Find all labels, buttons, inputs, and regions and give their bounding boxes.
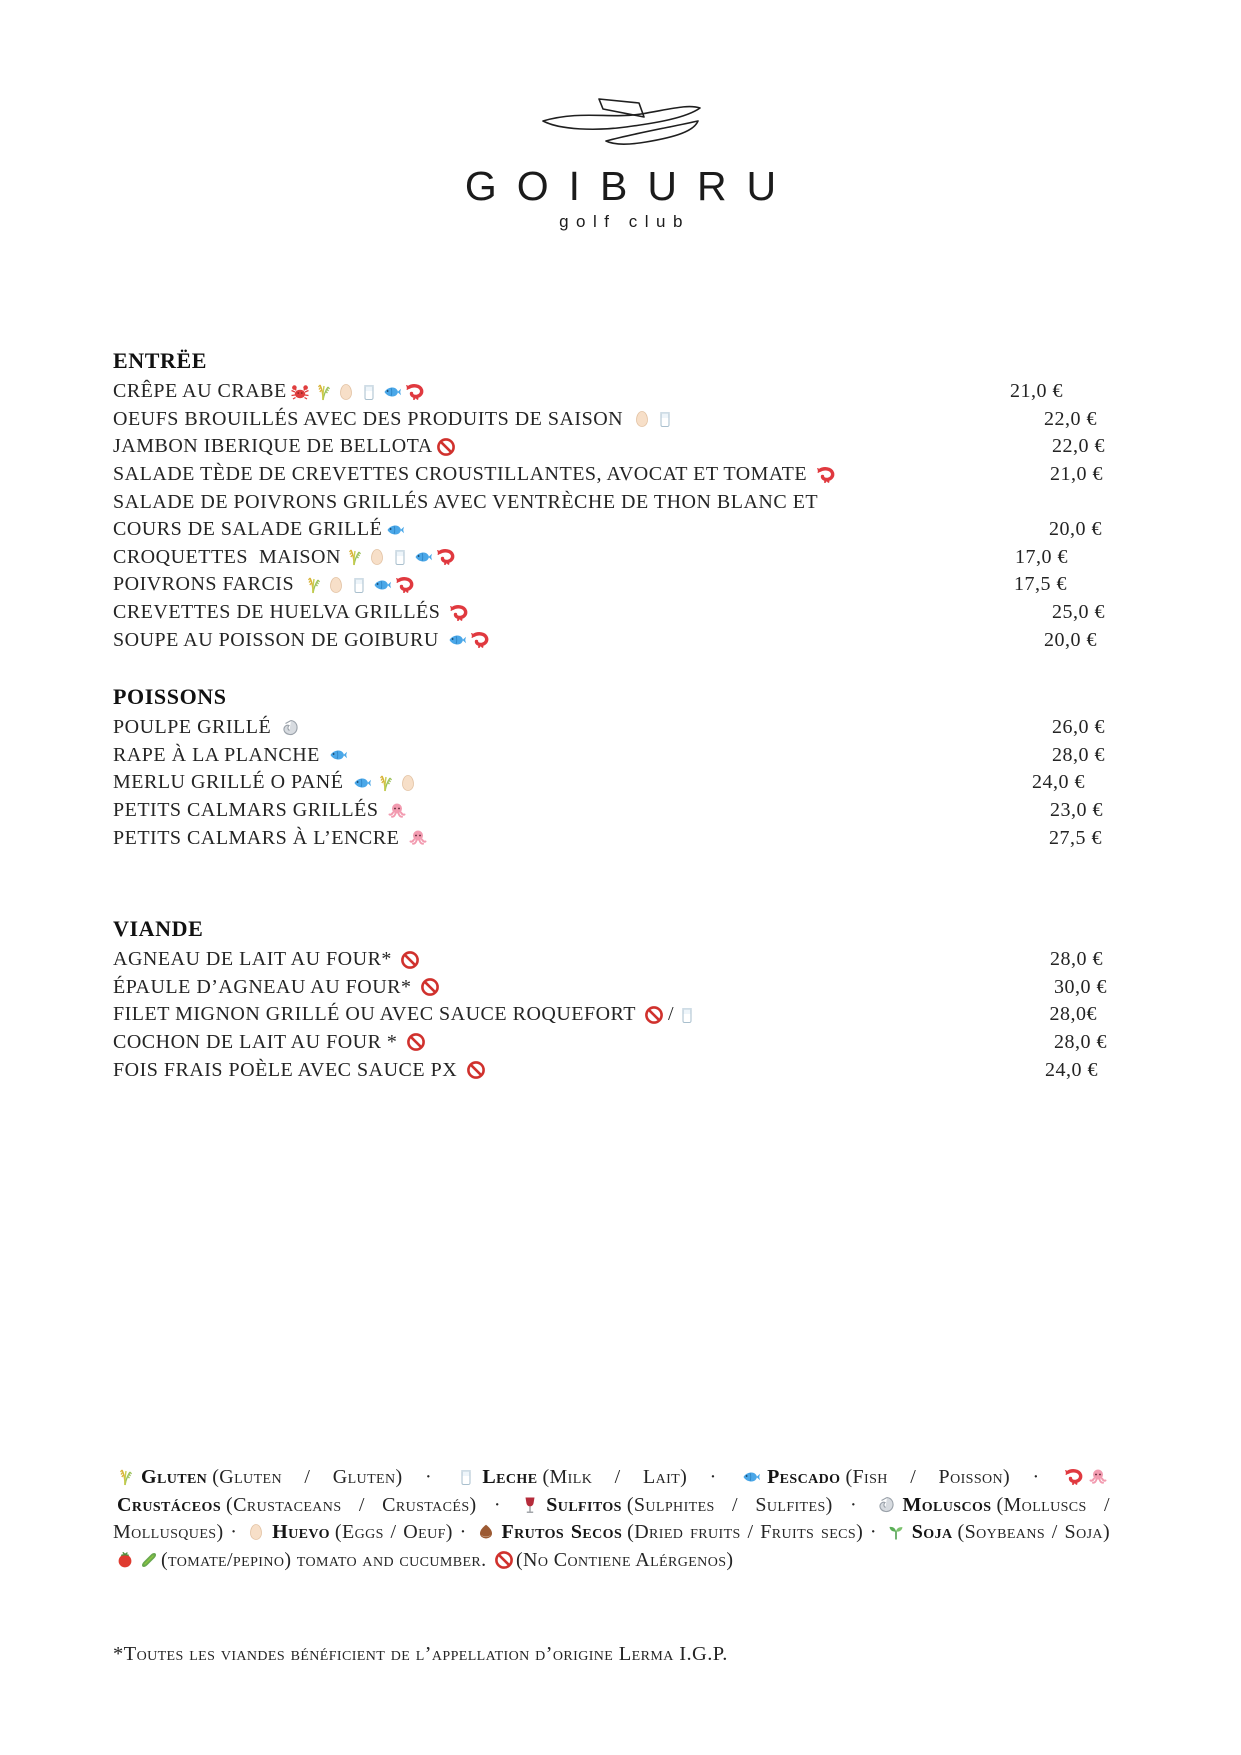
item-name-and-icons xyxy=(113,573,415,596)
menu-item-row xyxy=(113,433,1107,461)
wine-icon xyxy=(520,1495,540,1515)
shell-icon xyxy=(876,1495,896,1515)
shrimp-icon xyxy=(405,382,425,402)
item-price: 25,0 € xyxy=(1052,601,1105,624)
menu-item-row xyxy=(113,974,1107,1002)
item-name: JAMBON IBERIQUE DE BELLOTA xyxy=(113,435,433,458)
milk-icon xyxy=(456,1467,476,1487)
item-name-and-icons xyxy=(113,744,348,767)
gluten-icon xyxy=(303,575,323,595)
menu-item-row xyxy=(113,824,1107,852)
milk-icon xyxy=(655,409,675,429)
menu-section-0 xyxy=(113,344,1107,654)
legend-text: (Molluscs / Mollusques) · xyxy=(113,1493,1110,1544)
item-price: 24,0 € xyxy=(1045,1058,1098,1081)
milk-icon xyxy=(349,575,369,595)
gluten-icon xyxy=(313,382,333,402)
item-name: AGNEAU DE LAIT AU FOUR* xyxy=(113,948,398,971)
item-name-and-icons xyxy=(113,948,420,971)
item-price: 17,0 € xyxy=(1015,545,1068,568)
gluten-icon xyxy=(344,547,364,567)
section-title: VIANDE xyxy=(113,915,204,941)
logo xyxy=(0,96,1241,232)
logo-subtitle: golf club xyxy=(559,212,690,231)
shrimp-icon xyxy=(816,465,836,485)
octopus-icon xyxy=(408,828,428,848)
section-rows xyxy=(113,714,1107,852)
shrimp-icon xyxy=(395,575,415,595)
item-name: SALADE TÈDE DE CREVETTES CROUSTILLANTES, AVOCAT ET TOMATE xyxy=(113,463,813,486)
item-price: 30,0 € xyxy=(1054,975,1107,998)
menu-item-row xyxy=(113,769,1107,797)
logo-title: GOIBURU xyxy=(464,163,797,209)
chestnut-icon xyxy=(476,1522,496,1542)
section-rows xyxy=(113,378,1107,654)
seedling-icon xyxy=(886,1522,906,1542)
section-rows xyxy=(113,946,1107,1084)
menu-item-row xyxy=(113,544,1107,572)
shrimp-icon xyxy=(449,603,469,623)
fish-icon xyxy=(328,745,348,765)
menu-sections xyxy=(113,344,1107,1084)
item-name-and-icons xyxy=(113,1059,486,1082)
menu-item-row xyxy=(113,488,1107,516)
item-name: SOUPE AU POISSON DE GOIBURU xyxy=(113,628,445,651)
fish-icon xyxy=(372,575,392,595)
octopus-icon xyxy=(387,801,407,821)
legend-text: (No Contiene Alérgenos) xyxy=(515,1548,734,1571)
menu-item-row xyxy=(113,1029,1107,1057)
fish-icon xyxy=(413,547,433,567)
item-name: CRÊPE AU CRABE xyxy=(113,380,287,403)
menu-item-row xyxy=(113,946,1107,974)
section-title: ENTRËE xyxy=(113,348,208,373)
item-name-and-icons xyxy=(113,518,405,541)
legend-text: (tomate/pepino) tomato and cucumber. xyxy=(161,1548,492,1571)
menu-item-row xyxy=(113,1056,1107,1084)
item-name-and-icons xyxy=(113,716,300,739)
allergen-name: Gluten xyxy=(141,1466,208,1488)
allergen-name: Huevo xyxy=(272,1521,330,1544)
item-name: COCHON DE LAIT AU FOUR * xyxy=(113,1030,403,1053)
menu-item-row xyxy=(113,599,1107,627)
item-price: 22,0 € xyxy=(1052,435,1105,458)
menu-section-1 xyxy=(113,680,1107,852)
item-name-and-icons xyxy=(113,491,818,514)
menu-item-row xyxy=(113,516,1107,544)
gluten-icon xyxy=(375,773,395,793)
legend-text: (Crustaceans / Crustacés) · xyxy=(226,1493,519,1516)
menu-section-2 xyxy=(113,912,1107,1084)
item-name-and-icons xyxy=(113,1003,697,1026)
item-price: 17,5 € xyxy=(1014,573,1067,596)
item-price: 20,0 € xyxy=(1044,628,1097,651)
waves-logo-icon xyxy=(535,96,707,157)
allergen-legend xyxy=(113,1464,1110,1574)
section-title: POISSONS xyxy=(113,683,227,709)
item-name: ÉPAULE D’AGNEAU AU FOUR* xyxy=(113,975,417,998)
menu-item-row xyxy=(113,378,1107,406)
item-name-and-icons xyxy=(113,976,440,999)
milk-icon xyxy=(390,547,410,567)
item-name-and-icons xyxy=(113,380,425,403)
item-price: 28,0 € xyxy=(1050,948,1103,971)
item-name: FOIS FRAIS POÈLE AVEC SAUCE PX xyxy=(113,1058,463,1081)
fish-icon xyxy=(382,382,402,402)
egg-icon xyxy=(632,409,652,429)
menu-item-row xyxy=(113,714,1107,742)
item-name: CREVETTES DE HUELVA GRILLÉS xyxy=(113,601,446,624)
legend-text: (Sulphites / Sulfites) · xyxy=(626,1493,875,1516)
menu-item-row xyxy=(113,797,1107,825)
allergen-name: Leche xyxy=(482,1466,538,1488)
egg-icon xyxy=(246,1522,266,1542)
fish-icon xyxy=(352,773,372,793)
item-name-and-icons xyxy=(113,601,469,624)
egg-icon xyxy=(398,773,418,793)
prohibited-icon xyxy=(494,1550,514,1570)
item-name: CROQUETTES MAISON xyxy=(113,545,341,568)
gluten-icon xyxy=(115,1467,135,1487)
item-name: MERLU GRILLÉ O PANÉ xyxy=(113,771,349,794)
item-price: 21,0 € xyxy=(1010,380,1063,403)
item-name: RAPE À LA PLANCHE xyxy=(113,743,326,766)
prohibited-icon xyxy=(420,977,440,997)
item-name-and-icons xyxy=(113,463,836,486)
allergen-name: Crustáceos xyxy=(117,1493,222,1516)
allergen-name: Frutos Secos xyxy=(501,1521,623,1544)
prohibited-icon xyxy=(406,1032,426,1052)
item-name-and-icons xyxy=(113,408,675,431)
footnote: *Toutes les viandes bénéficient de l’appellation d’origine Lerma I.G.P. xyxy=(113,1642,728,1665)
allergen-name: Pescado xyxy=(767,1466,841,1488)
menu-item-row xyxy=(113,1001,1107,1029)
item-name: PETITS CALMARS À L’ENCRE xyxy=(113,826,405,849)
cucumber-icon xyxy=(139,1550,159,1570)
milk-icon xyxy=(677,1005,697,1025)
prohibited-icon xyxy=(466,1060,486,1080)
item-price: 27,5 € xyxy=(1049,826,1102,849)
prohibited-icon xyxy=(644,1005,664,1025)
crab-icon xyxy=(290,382,310,402)
allergen-name: Soja xyxy=(911,1521,953,1544)
item-name: POIVRONS FARCIS xyxy=(113,573,300,596)
egg-icon xyxy=(336,382,356,402)
item-price: 26,0 € xyxy=(1052,716,1105,739)
octopus-icon xyxy=(1088,1467,1108,1487)
shrimp-icon xyxy=(1064,1467,1084,1487)
item-name: FILET MIGNON GRILLÉ OU AVEC SAUCE ROQUEFORT xyxy=(113,1003,642,1026)
menu-item-row xyxy=(113,406,1107,434)
menu-item-row xyxy=(113,626,1107,654)
tomato-icon xyxy=(115,1550,135,1570)
legend-text: (Dried fruits / Fruits secs) · xyxy=(627,1521,884,1544)
item-name: OEUFS BROUILLÉS AVEC DES PRODUITS DE SAISON xyxy=(113,407,629,430)
item-name-and-icons xyxy=(113,827,428,850)
menu-item-row xyxy=(113,461,1107,489)
legend-text: (Soybeans / Soja) xyxy=(957,1521,1110,1544)
shrimp-icon xyxy=(436,547,456,567)
egg-icon xyxy=(367,547,387,567)
shrimp-icon xyxy=(470,630,490,650)
slash-separator: / xyxy=(668,1003,675,1026)
item-name: PETITS CALMARS GRILLÉS xyxy=(113,799,384,822)
prohibited-icon xyxy=(436,437,456,457)
item-name-and-icons xyxy=(113,435,456,458)
allergen-name: Sulfitos xyxy=(546,1493,622,1516)
legend-text: (Gluten / Gluten) · xyxy=(212,1466,455,1488)
allergen-name: Moluscos xyxy=(902,1493,992,1516)
fish-icon xyxy=(447,630,467,650)
item-name-and-icons xyxy=(113,1031,426,1054)
item-name: SALADE DE POIVRONS GRILLÉS AVEC VENTRÈCHE DE THON BLANC ET xyxy=(113,490,819,513)
legend-text: (Fish / Poisson) · xyxy=(845,1466,1062,1488)
milk-icon xyxy=(359,382,379,402)
item-name-and-icons xyxy=(113,629,490,652)
item-name-and-icons xyxy=(113,771,418,794)
item-price: 28,0 € xyxy=(1054,1030,1107,1053)
item-price: 28,0 € xyxy=(1052,743,1105,766)
fish-icon xyxy=(385,520,405,540)
item-price: 21,0 € xyxy=(1050,463,1103,486)
menu-item-row xyxy=(113,571,1107,599)
item-name-and-icons xyxy=(113,546,456,569)
item-name: POULPE GRILLÉ xyxy=(113,716,277,739)
item-price: 24,0 € xyxy=(1032,771,1085,794)
legend-text: (Milk / Lait) · xyxy=(542,1466,740,1488)
item-name-and-icons xyxy=(113,799,407,822)
item-price: 23,0 € xyxy=(1050,799,1103,822)
legend-text: (Eggs / Oeuf) · xyxy=(334,1521,474,1544)
item-price: 28,0€ xyxy=(1049,1003,1097,1026)
prohibited-icon xyxy=(400,950,420,970)
menu-item-row xyxy=(113,742,1107,770)
fish-icon xyxy=(741,1467,761,1487)
egg-icon xyxy=(326,575,346,595)
item-price: 20,0 € xyxy=(1049,518,1102,541)
item-name: COURS DE SALADE GRILLÉ xyxy=(113,518,383,541)
shell-icon xyxy=(280,718,300,738)
item-price: 22,0 € xyxy=(1044,407,1097,430)
